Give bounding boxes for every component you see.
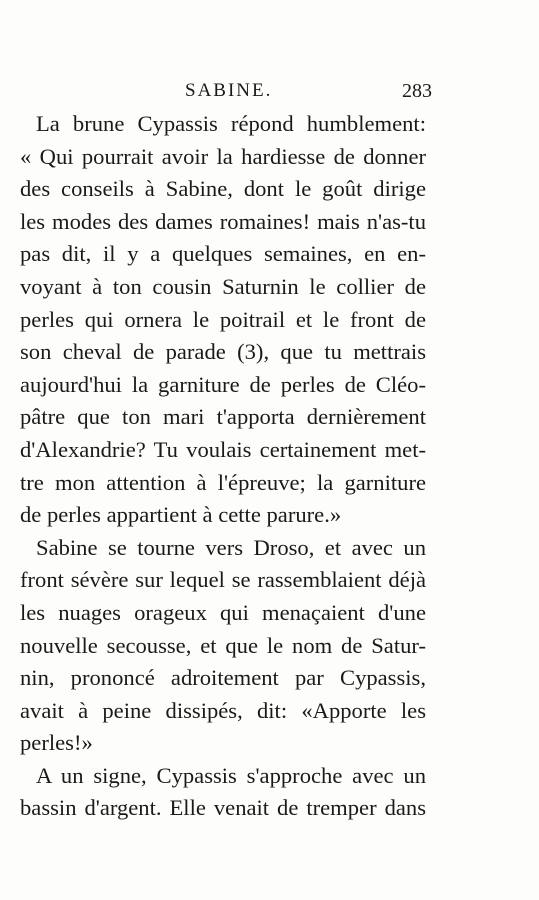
text-line: nouvelle secousse, et que le nom de Satur- (20, 632, 426, 658)
text-line: perles qui ornera le poitrail et le front de (20, 306, 426, 332)
page-number: 283 (402, 80, 432, 102)
text-line: perles!» (20, 730, 93, 756)
text-line: front sévère sur lequel se rassemblaient déjà (20, 567, 426, 593)
body-text (20, 108, 426, 825)
text-line: d'Alexandrie? Tu voulais certainement met- (20, 436, 426, 462)
text-line: Sabine se tourne vers Droso, et avec un (36, 534, 426, 560)
text-line: nin, prononcé adroitement par Cypassis, (20, 665, 426, 691)
text-line: avait à peine dissipés, dit: «Apporte les (20, 697, 426, 723)
text-line: La brune Cypassis répond humblement: (36, 111, 426, 136)
page-header (60, 80, 432, 108)
text-line: les modes des dames romaines! mais n'as-tu (20, 208, 426, 234)
text-line: des conseils à Sabine, dont le goût dirige (20, 176, 426, 202)
running-head: SABINE. (185, 80, 273, 101)
text-line: A un signe, Cypassis s'approche avec un (36, 762, 426, 788)
text-line: tre mon attention à l'épreuve; la garniture (20, 469, 426, 495)
text-line: voyant à ton cousin Saturnin le collier de (20, 273, 426, 299)
text-line: « Qui pourrait avoir la hardiesse de donner (20, 143, 426, 169)
text-line: de perles appartient à cette parure.» (20, 502, 342, 528)
text-line: pâtre que ton mari t'apporta dernièrement (20, 404, 426, 430)
text-line: pas dit, il y a quelques semaines, en en- (20, 241, 426, 267)
text-line: bassin d'argent. Elle venait de tremper dans (20, 795, 426, 821)
text-line: son cheval de parade (3), que tu mettrais (20, 339, 426, 365)
text-line: les nuages orageux qui menaçaient d'une (20, 599, 426, 625)
text-line: aujourd'hui la garniture de perles de Cléo- (20, 371, 426, 397)
